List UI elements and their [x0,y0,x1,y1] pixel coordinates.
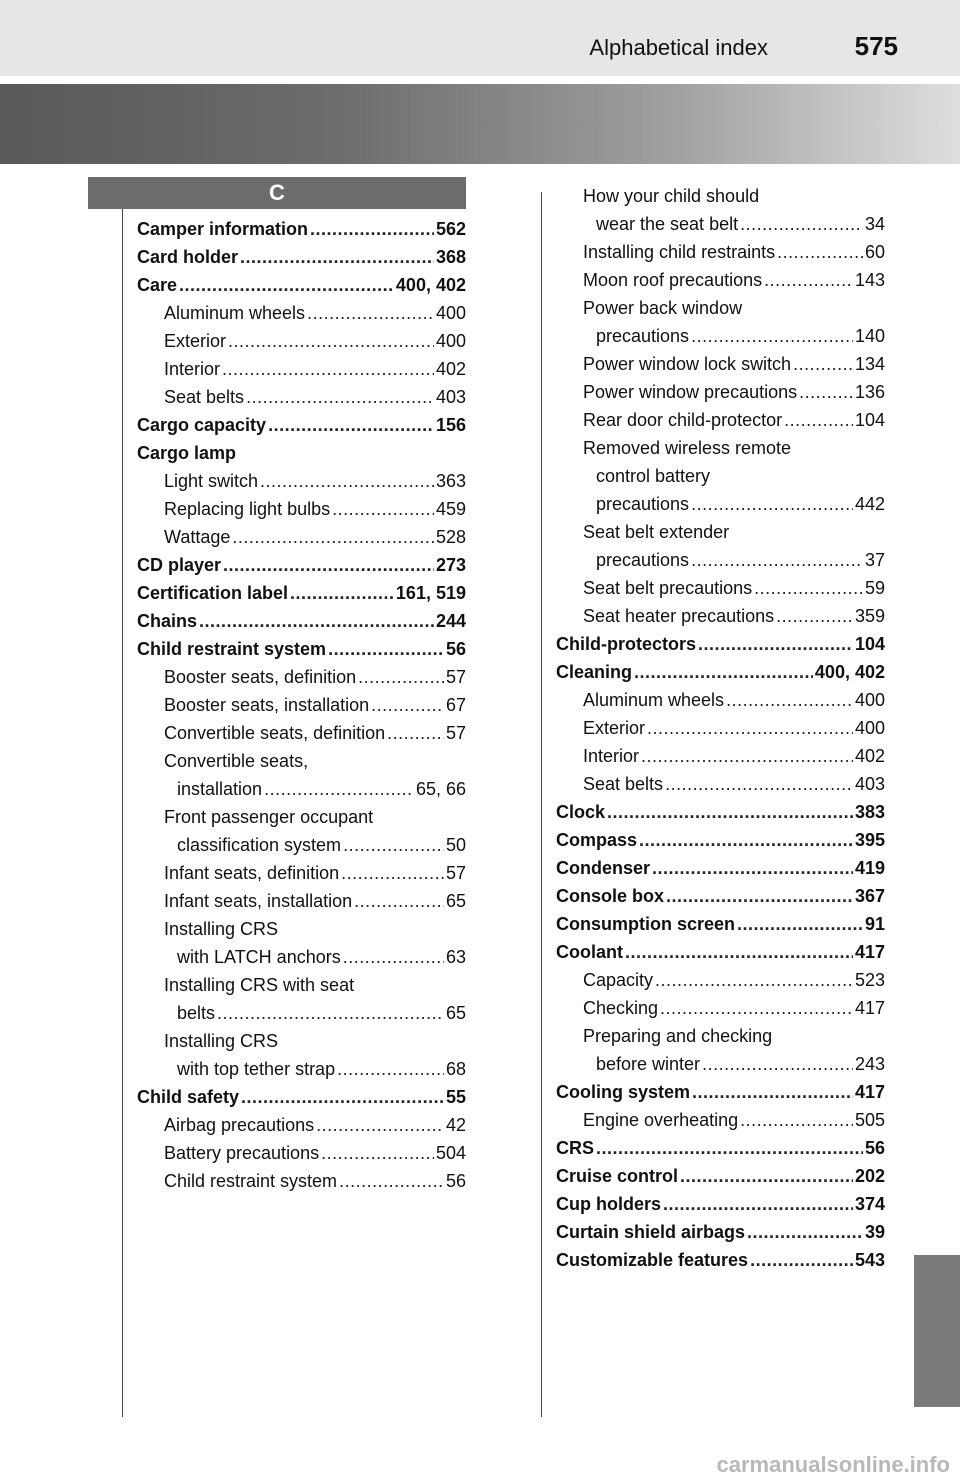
entry-term: wear the seat belt [596,214,739,234]
entry-term: Rear door child-protector [583,410,783,430]
dot-leader [784,406,853,434]
entry-page: 60 [864,242,885,262]
dot-leader [223,551,434,579]
dot-leader [607,798,853,826]
entry-term: precautions [596,550,690,570]
dot-leader [764,266,853,294]
entry-page: 400 [854,690,885,710]
index-entry [137,411,466,439]
dot-leader [232,523,434,551]
index-entry [556,322,885,350]
index-entry [556,1162,885,1190]
entry-page: 395 [854,830,885,850]
entry-page: 57 [445,723,466,743]
entry-term: Replacing light bulbs [164,499,331,519]
letter-heading: C [88,177,466,209]
entry-term: Exterior [164,331,227,351]
entry-page: 65, 66 [415,779,466,799]
index-entry [137,775,466,803]
dot-leader [740,1106,853,1134]
entry-page: 57 [445,667,466,687]
dot-leader [647,714,853,742]
header-gap [0,76,960,84]
dot-leader [747,1218,863,1246]
entry-term: Moon roof precautions [583,270,763,290]
entry-page: 50 [445,835,466,855]
entry-term: with LATCH anchors [177,947,341,967]
entry-page: 383 [854,802,885,822]
entry-term: Child restraint system [164,1171,338,1191]
entry-term: Cooling system [556,1082,691,1102]
dot-leader [692,1078,853,1106]
index-entry [137,1139,466,1167]
entry-term: Light switch [164,471,259,491]
index-entry [137,383,466,411]
index-entry [556,602,885,630]
dot-leader [740,210,863,238]
entry-page: 39 [864,1222,885,1242]
index-entry [137,663,466,691]
dot-leader [240,243,434,271]
entry-page: 374 [854,1194,885,1214]
dot-leader [246,383,434,411]
dot-leader [264,775,414,803]
index-entry [556,686,885,714]
dot-leader [776,602,853,630]
entry-term: Infant seats, installation [164,891,353,911]
dot-leader [737,910,863,938]
entry-page: 459 [435,499,466,519]
dot-leader [217,999,444,1027]
index-entry [556,182,885,210]
entry-page: 156 [435,415,466,435]
entry-page: 368 [435,247,466,267]
entry-term: Seat belt precautions [583,578,753,598]
entry-term: Airbag precautions [164,1115,315,1135]
index-entry [137,271,466,299]
entry-term: Coolant [556,942,623,962]
entry-term: Power window lock switch [583,354,792,374]
dot-leader [371,691,444,719]
entry-page: 523 [854,970,885,990]
entry-term: installation [177,779,263,799]
index-entry [556,1050,885,1078]
entry-term: Installing CRS with seat [164,975,355,995]
index-entry [137,1027,466,1055]
index-entry [137,1055,466,1083]
entry-term: Power window precautions [583,382,798,402]
dot-leader [222,355,434,383]
entry-term: Card holder [137,247,239,267]
index-entry [137,831,466,859]
entry-page: 104 [854,634,885,654]
dot-leader [666,882,853,910]
index-entry [137,971,466,999]
entry-page: 273 [435,555,466,575]
dot-leader [691,490,853,518]
entry-term: Cargo capacity [137,415,267,435]
index-entry [137,915,466,943]
entry-term: Booster seats, installation [164,695,370,715]
index-entry [556,462,885,490]
entry-term: with top tether strap [177,1059,336,1079]
entry-term: Clock [556,802,606,822]
dot-leader [343,831,444,859]
index-entry [556,1134,885,1162]
entry-term: Cruise control [556,1166,679,1186]
index-entry [556,350,885,378]
index-entry [556,910,885,938]
left-column-rule [122,209,123,1417]
dot-leader [260,467,434,495]
index-entry [556,210,885,238]
dot-leader [634,658,813,686]
entry-page: 419 [854,858,885,878]
entry-term: Convertible seats, definition [164,723,386,743]
index-entry [137,719,466,747]
index-entry [556,854,885,882]
entry-term: precautions [596,326,690,346]
dot-leader [228,327,434,355]
entry-page: 400 [854,718,885,738]
dot-leader [179,271,394,299]
index-entry [556,490,885,518]
index-entry [556,966,885,994]
index-entry [556,994,885,1022]
index-entry [137,1083,466,1111]
entry-term: Infant seats, definition [164,863,340,883]
dot-leader [663,1190,853,1218]
index-entry [556,1022,885,1050]
index-entry [556,378,885,406]
index-entry [137,579,466,607]
index-entry [137,523,466,551]
index-entry [137,747,466,775]
entry-page: 400 [435,303,466,323]
entry-page: 57 [445,863,466,883]
entry-page: 562 [435,219,466,239]
dot-leader [321,1139,434,1167]
index-entry [556,742,885,770]
index-entry [137,355,466,383]
entry-term: Cup holders [556,1194,662,1214]
index-entry [137,551,466,579]
entry-page: 134 [854,354,885,374]
entry-term: Cargo lamp [137,443,237,463]
entry-page: 161, 519 [395,583,466,603]
dot-leader [332,495,434,523]
entry-page: 402 [854,746,885,766]
index-entry [556,630,885,658]
entry-term: CRS [556,1138,595,1158]
index-entry [137,299,466,327]
entry-term: Certification label [137,583,289,603]
dot-leader [655,966,853,994]
dot-leader [310,215,434,243]
left-index-column [137,215,466,1195]
index-entry [137,859,466,887]
index-entry [137,495,466,523]
index-entry [556,294,885,322]
entry-term: Installing CRS [164,919,279,939]
dot-leader [354,887,444,915]
entry-term: Console box [556,886,665,906]
entry-page: 65 [445,891,466,911]
index-entry [556,1106,885,1134]
dot-leader [726,686,853,714]
entry-page: 143 [854,270,885,290]
entry-term: Preparing and checking [583,1026,773,1046]
entry-term: Compass [556,830,638,850]
index-entry [137,691,466,719]
entry-page: 367 [854,886,885,906]
index-entry [556,798,885,826]
index-entry [137,943,466,971]
dot-leader [777,238,863,266]
entry-term: belts [177,1003,216,1023]
index-entry [137,1167,466,1195]
entry-page: 34 [864,214,885,234]
dot-leader [337,1055,444,1083]
entry-term: before winter [596,1054,701,1074]
entry-term: Cleaning [556,662,633,682]
entry-page: 403 [435,387,466,407]
index-entry [137,327,466,355]
entry-page: 400, 402 [395,275,466,295]
entry-term: Power back window [583,298,743,318]
entry-term: Seat heater precautions [583,606,775,626]
entry-term: Care [137,275,178,295]
dot-leader [339,1167,444,1195]
dot-leader [307,299,434,327]
entry-term: Seat belt extender [583,522,730,542]
dot-leader [660,994,853,1022]
header-bar [0,0,960,76]
index-entry [556,406,885,434]
entry-page: 140 [854,326,885,346]
entry-term: Seat belts [583,774,664,794]
index-entry [556,882,885,910]
dot-leader [241,1083,444,1111]
entry-term: Child restraint system [137,639,327,659]
dot-leader [328,635,444,663]
entry-page: 68 [445,1059,466,1079]
dot-leader [290,579,394,607]
entry-page: 56 [864,1138,885,1158]
entry-page: 417 [854,942,885,962]
entry-page: 104 [854,410,885,430]
entry-page: 504 [435,1143,466,1163]
entry-page: 442 [854,494,885,514]
page-number: 575 [854,31,898,61]
entry-page: 202 [854,1166,885,1186]
dot-leader [625,938,853,966]
entry-page: 417 [854,1082,885,1102]
entry-term: Checking [583,998,659,1018]
dot-leader [387,719,444,747]
entry-term: Child safety [137,1087,240,1107]
entry-page: 56 [445,639,466,659]
dot-leader [268,411,434,439]
entry-page: 59 [864,578,885,598]
entry-term: Interior [164,359,221,379]
entry-page: 400 [435,331,466,351]
dot-leader [799,378,853,406]
entry-page: 244 [435,611,466,631]
entry-term: How your child should [583,186,760,206]
section-title: Alphabetical index [589,35,768,60]
entry-term: Customizable features [556,1250,749,1270]
index-entry [556,938,885,966]
entry-page: 417 [854,998,885,1018]
entry-page: 528 [435,527,466,547]
dot-leader [358,663,444,691]
dot-leader [316,1111,444,1139]
dot-leader [698,630,853,658]
right-index-column [556,182,885,1274]
index-entry [137,999,466,1027]
index-entry [556,714,885,742]
entry-term: Aluminum wheels [583,690,725,710]
index-entry [556,546,885,574]
index-entry [556,238,885,266]
entry-term: CD player [137,555,222,575]
watermark: carmanualsonline.info [716,1452,950,1477]
entry-term: Removed wireless remote [583,438,792,458]
dot-leader [680,1162,853,1190]
entry-term: Aluminum wheels [164,303,306,323]
chapter-thumb-tab [914,1255,960,1407]
index-entry [137,243,466,271]
entry-term: Chains [137,611,198,631]
entry-term: Engine overheating [583,1110,739,1130]
entry-term: Battery precautions [164,1143,320,1163]
entry-term: Exterior [583,718,646,738]
dot-leader [641,742,853,770]
entry-page: 55 [445,1087,466,1107]
entry-page: 136 [854,382,885,402]
entry-term: Camper information [137,219,309,239]
entry-term: Installing CRS [164,1031,279,1051]
entry-term: Condenser [556,858,651,878]
entry-page: 402 [435,359,466,379]
index-entry [556,1190,885,1218]
index-entry [556,266,885,294]
entry-term: Consumption screen [556,914,736,934]
dot-leader [691,546,863,574]
index-entry [556,518,885,546]
entry-page: 359 [854,606,885,626]
index-entry [137,887,466,915]
dot-leader [793,350,853,378]
dot-leader [343,943,444,971]
entry-term: Booster seats, definition [164,667,357,687]
entry-term: control battery [596,466,711,486]
entry-term: Wattage [164,527,231,547]
entry-page: 505 [854,1110,885,1130]
entry-page: 400, 402 [814,662,885,682]
entry-term: precautions [596,494,690,514]
index-entry [137,803,466,831]
dot-leader [702,1050,853,1078]
index-entry [137,635,466,663]
entry-page: 56 [445,1171,466,1191]
gradient-banner [0,84,960,164]
index-entry [556,770,885,798]
entry-page: 403 [854,774,885,794]
dot-leader [199,607,434,635]
entry-page: 37 [864,550,885,570]
entry-page: 363 [435,471,466,491]
index-entry [137,215,466,243]
index-entry [556,658,885,686]
dot-leader [754,574,863,602]
index-entry [137,439,466,467]
index-entry [137,467,466,495]
index-entry [556,1218,885,1246]
dot-leader [691,322,853,350]
entry-term: Interior [583,746,640,766]
entry-page: 63 [445,947,466,967]
index-entry [137,607,466,635]
dot-leader [639,826,853,854]
entry-page: 65 [445,1003,466,1023]
entry-page: 67 [445,695,466,715]
entry-term: classification system [177,835,342,855]
index-entry [556,1078,885,1106]
entry-term: Convertible seats, [164,751,309,771]
dot-leader [750,1246,853,1274]
dot-leader [652,854,853,882]
entry-term: Curtain shield airbags [556,1222,746,1242]
right-column-rule [541,192,542,1417]
index-entry [556,434,885,462]
index-entry [137,1111,466,1139]
index-entry [556,574,885,602]
dot-leader [665,770,853,798]
entry-page: 543 [854,1250,885,1270]
entry-page: 243 [854,1054,885,1074]
index-entry [556,826,885,854]
entry-term: Capacity [583,970,654,990]
entry-term: Seat belts [164,387,245,407]
entry-page: 91 [864,914,885,934]
index-entry [556,1246,885,1274]
dot-leader [341,859,444,887]
entry-term: Front passenger occupant [164,807,374,827]
entry-term: Installing child restraints [583,242,776,262]
entry-page: 42 [445,1115,466,1135]
entry-term: Child-protectors [556,634,697,654]
dot-leader [596,1134,863,1162]
